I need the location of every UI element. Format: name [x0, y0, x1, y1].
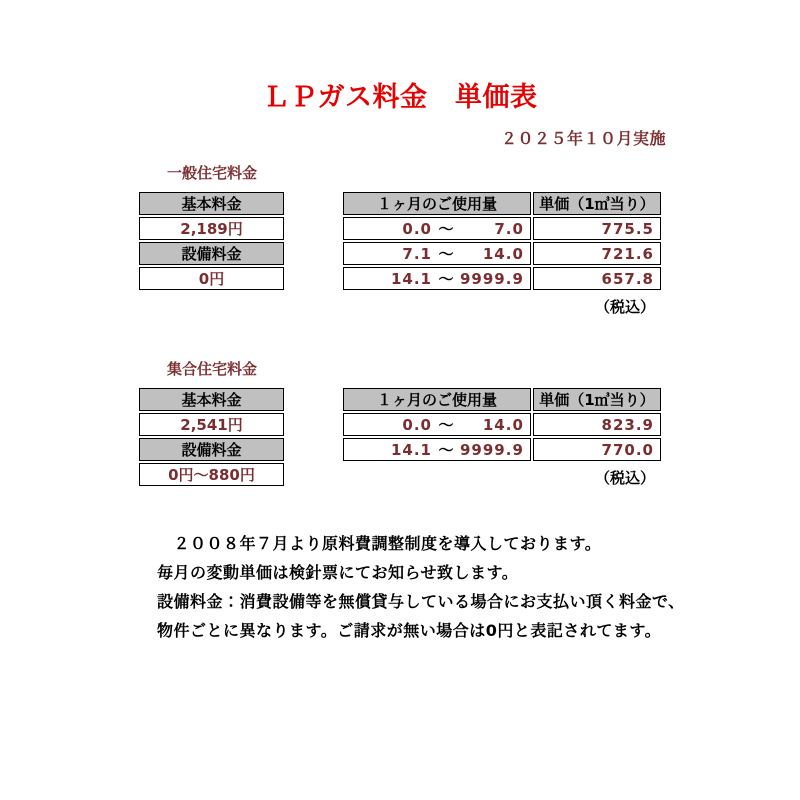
range-to: 9999.9: [460, 440, 524, 459]
table-header-row: [343, 192, 661, 215]
tilde-separator: ～: [438, 245, 454, 263]
range-from: 0.0: [402, 219, 432, 238]
fee-value-cell: 2,189円: [139, 217, 284, 240]
range-from: 14.1: [390, 269, 432, 288]
fee-value-cell: 0円～880円: [139, 463, 284, 486]
range-to: 14.0: [482, 415, 524, 434]
usage-range-cell: [343, 438, 531, 461]
unit-price-cell: 721.6: [533, 242, 661, 265]
range-from: 14.1: [390, 440, 432, 459]
tax-included-note: （税込）: [594, 298, 655, 316]
table-row: [139, 463, 284, 486]
usage-range-cell: [343, 217, 531, 240]
tilde-separator: ～: [438, 220, 454, 238]
table-row: [343, 267, 661, 290]
price-header-cell: 単価（1㎥当り）: [533, 192, 661, 215]
footer-notes: [157, 529, 685, 645]
notes-line: ２００８年７月より原料費調整制度を導入しております。: [157, 534, 602, 553]
notes-line: 毎月の変動単価は検針票にてお知らせ致します。: [157, 563, 519, 582]
table-header-row: [343, 388, 661, 411]
fee-value-cell: 0円: [139, 267, 284, 290]
table-row: [139, 192, 284, 215]
table-row: [139, 217, 284, 240]
effective-date: ２０２５年１０月実施: [500, 129, 666, 148]
notes-line: 物件ごとに異なります。ご請求が無い場合は0円と表記されてます。: [157, 621, 662, 640]
table-row: [343, 217, 661, 240]
table-row: [343, 413, 661, 436]
fee-table-multi-unit: [137, 386, 286, 488]
range-from: 0.0: [402, 415, 432, 434]
notes-line: 設備料金：消費設備等を無償貸与している場合にお支払い頂く料金で、: [157, 592, 685, 611]
usage-range-cell: [343, 413, 531, 436]
tilde-separator: ～: [438, 441, 454, 459]
page-title: ＬＰガス料金 単価表: [262, 82, 538, 113]
table-row: [139, 267, 284, 290]
range-to: 14.0: [482, 244, 524, 263]
table-row: [139, 413, 284, 436]
usage-table-block-general: [341, 190, 663, 317]
price-header-cell: 単価（1㎥当り）: [533, 388, 661, 411]
table-row: [139, 388, 284, 411]
usage-range-cell: [343, 242, 531, 265]
range-to: 7.0: [494, 219, 524, 238]
range-to: 9999.9: [460, 269, 524, 288]
tilde-separator: ～: [438, 416, 454, 434]
usage-table-block-multi-unit: [341, 386, 663, 488]
fee-label-cell: 基本料金: [139, 388, 284, 411]
usage-header-cell: １ヶ月のご使用量: [343, 388, 531, 411]
tilde-separator: ～: [438, 270, 454, 288]
fee-value-cell: 2,541円: [139, 413, 284, 436]
table-row: [343, 242, 661, 265]
usage-table-multi-unit: [341, 386, 663, 463]
unit-price-cell: 770.0: [533, 438, 661, 461]
fee-label-cell: 基本料金: [139, 192, 284, 215]
table-row: [139, 242, 284, 265]
range-from: 7.1: [402, 244, 432, 263]
fee-table-general: [137, 190, 286, 292]
usage-table-general: [341, 190, 663, 292]
fee-label-cell: 設備料金: [139, 438, 284, 461]
section-heading-multi-unit: 集合住宅料金: [167, 360, 258, 378]
table-row: [343, 438, 661, 461]
usage-range-cell: [343, 267, 531, 290]
unit-price-cell: 657.8: [533, 267, 661, 290]
unit-price-cell: 775.5: [533, 217, 661, 240]
fee-label-cell: 設備料金: [139, 242, 284, 265]
tax-included-note: （税込）: [594, 469, 655, 487]
table-row: [139, 438, 284, 461]
unit-price-cell: 823.9: [533, 413, 661, 436]
section-heading-general: 一般住宅料金: [167, 164, 258, 182]
usage-header-cell: １ヶ月のご使用量: [343, 192, 531, 215]
